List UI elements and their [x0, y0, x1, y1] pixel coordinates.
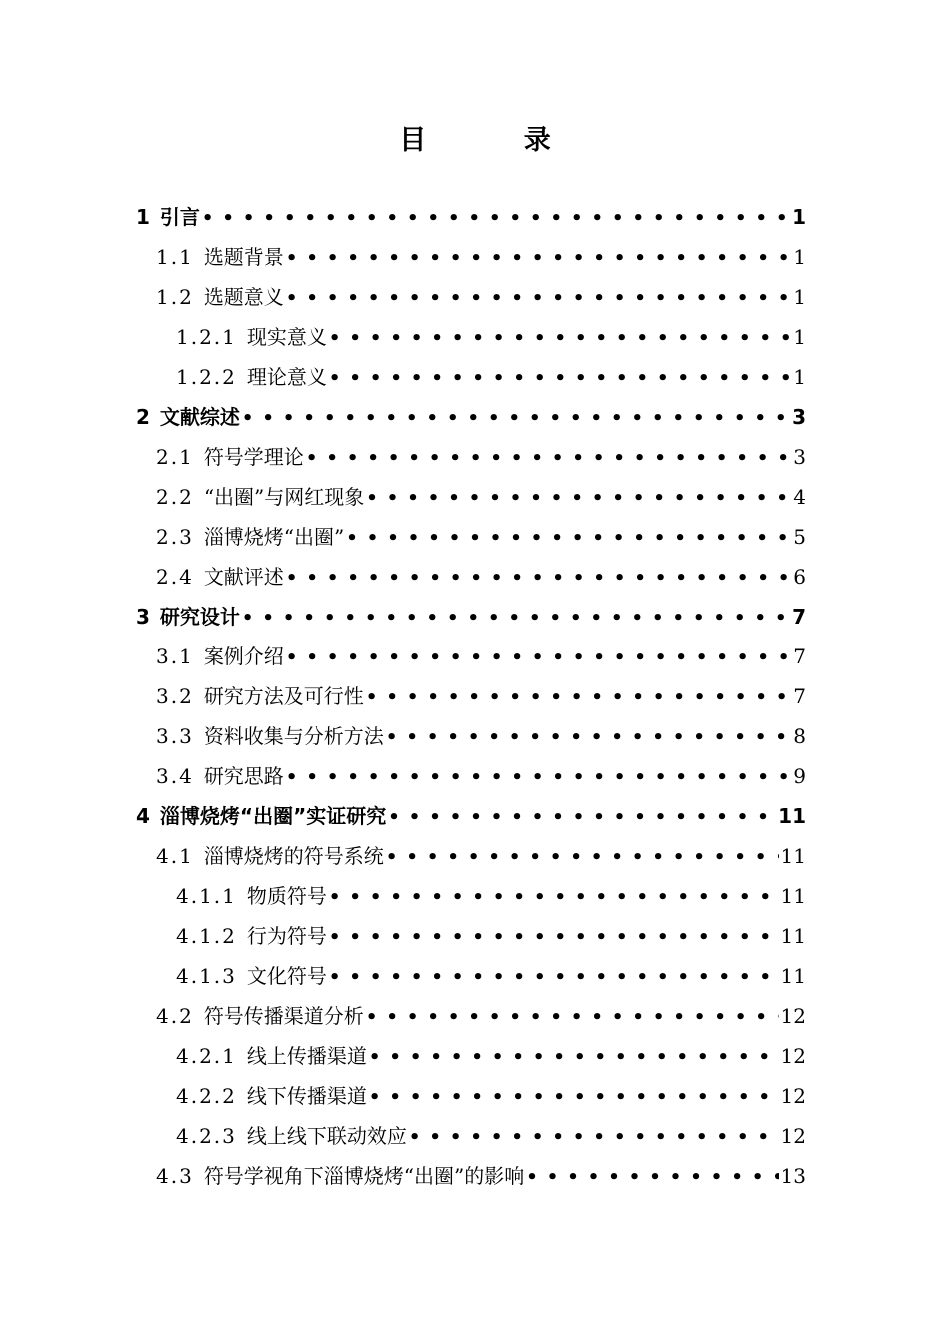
toc-entry[interactable] [176, 317, 806, 357]
toc-entry-label: 研究思路 [203, 764, 284, 789]
toc-entry-page-number: 4 [793, 484, 806, 509]
dot-leader [286, 559, 791, 597]
toc-entry-page-number: 1 [793, 284, 806, 309]
toc-entry-number: 2.3 [156, 524, 194, 549]
dot-leader [366, 678, 791, 716]
dot-leader [386, 718, 791, 756]
toc-entry-page-number: 12 [780, 1043, 806, 1068]
toc-entry[interactable] [156, 437, 806, 477]
toc-entry[interactable] [176, 956, 806, 996]
toc-entry-label: 线上线下联动效应 [246, 1123, 407, 1148]
dot-leader [329, 878, 779, 916]
toc-entry[interactable] [156, 477, 806, 517]
dot-leader [202, 199, 790, 237]
toc-entry-number: 4.2.3 [176, 1123, 237, 1148]
dot-leader [242, 599, 790, 637]
toc-entry-label: 文献评述 [203, 564, 284, 589]
toc-entry-label: 研究设计 [159, 604, 240, 629]
dot-leader [366, 479, 791, 517]
toc-entry[interactable] [156, 716, 806, 756]
dot-leader [242, 399, 790, 437]
dot-leader [526, 1158, 778, 1196]
toc-entry-number: 1.2.1 [176, 324, 237, 349]
toc-entry-label: 淄博烧烤“出圈” [203, 524, 345, 549]
toc-entry-number: 3.1 [156, 644, 194, 669]
toc-entry-number: 1.2.2 [176, 364, 237, 389]
toc-entry-number: 3 [136, 604, 150, 629]
toc-entry[interactable] [156, 557, 806, 597]
toc-entry[interactable] [176, 876, 806, 916]
toc-entry-label: 案例介绍 [203, 644, 284, 669]
toc-entry-label: 选题意义 [203, 284, 284, 309]
toc-entry[interactable] [156, 996, 806, 1036]
dot-leader [329, 918, 779, 956]
dot-leader [286, 239, 791, 277]
toc-entry-label: 淄博烧烤的符号系统 [203, 844, 384, 869]
toc-entry-page-number: 12 [780, 1083, 806, 1108]
toc-entry-page-number: 12 [780, 1004, 806, 1028]
page-title: 目 录 [399, 125, 595, 156]
toc-entry-number: 2.1 [156, 444, 194, 469]
toc-entry-number: 2 [136, 404, 150, 429]
toc-entry[interactable] [156, 636, 806, 676]
toc-entry-page-number: 11 [780, 884, 806, 909]
toc-entry-number: 1.2 [156, 284, 194, 309]
toc-entry-label: 符号传播渠道分析 [203, 1004, 364, 1028]
toc-entry-page-number: 8 [793, 724, 806, 749]
toc-entry-label: 淄博烧烤“出圈”实证研究 [159, 804, 387, 829]
toc-entry-page-number: 11 [780, 964, 806, 989]
toc-entry-page-number: 9 [793, 764, 806, 789]
toc-entry-label: 现实意义 [246, 324, 327, 349]
dot-leader [369, 1038, 779, 1076]
toc-entry-label: 研究方法及可行性 [203, 684, 364, 709]
toc-entry[interactable] [156, 1156, 806, 1196]
toc-entry-number: 4.2 [156, 1004, 194, 1028]
toc-entry-page-number: 3 [792, 404, 806, 429]
dot-leader [286, 279, 791, 317]
toc-entry-label: 理论意义 [246, 364, 327, 389]
dot-leader [329, 319, 791, 357]
toc-entry[interactable] [176, 357, 806, 397]
toc-entry-page-number: 13 [780, 1163, 806, 1188]
toc-entry[interactable] [156, 676, 806, 716]
dot-leader [369, 1078, 779, 1116]
toc-entry[interactable] [156, 237, 806, 277]
toc-entry-page-number: 12 [780, 1123, 806, 1148]
toc-entry[interactable] [136, 597, 806, 637]
toc-entry-label: 行为符号 [246, 924, 327, 949]
toc-entry-page-number: 7 [793, 684, 806, 709]
toc-entry[interactable] [156, 836, 806, 876]
toc-entry[interactable] [176, 916, 806, 956]
dot-leader [409, 1118, 779, 1156]
toc-entry-page-number: 1 [793, 324, 806, 349]
toc-entry-label: 引言 [159, 205, 200, 229]
toc-entry-label: 线上传播渠道 [246, 1043, 367, 1068]
toc-entry-label: 物质符号 [246, 884, 327, 909]
toc-entry-label: 文化符号 [246, 964, 327, 989]
toc-entry[interactable] [156, 277, 806, 317]
toc-entry[interactable] [136, 197, 806, 237]
toc-entry-page-number: 11 [778, 804, 806, 829]
toc-entry-number: 3.3 [156, 724, 194, 749]
toc-entry-label: 文献综述 [159, 404, 240, 429]
toc-entry-page-number: 1 [793, 244, 806, 269]
toc-entry[interactable] [176, 1116, 806, 1156]
toc-entry[interactable] [156, 517, 806, 557]
toc-entry-number: 4.1.3 [176, 964, 237, 989]
toc-entry-label: 线下传播渠道 [246, 1083, 367, 1108]
dot-leader [306, 439, 791, 477]
toc-entry-number: 2.2 [156, 484, 194, 509]
toc-entry-page-number: 5 [793, 524, 806, 549]
dot-leader [386, 838, 779, 876]
toc-entry-number: 1.1 [156, 244, 194, 269]
toc-entry-number: 3.4 [156, 764, 194, 789]
dot-leader [286, 758, 791, 796]
toc-entry-number: 4 [136, 804, 150, 829]
toc-entry[interactable] [176, 1076, 806, 1116]
toc-entry-label: 资料收集与分析方法 [203, 724, 384, 749]
toc-entry[interactable] [156, 756, 806, 796]
toc-entry-number: 4.1.1 [176, 884, 237, 909]
toc-entry-page-number: 1 [792, 205, 806, 229]
toc-entry[interactable] [176, 1036, 806, 1076]
toc-entry-page-number: 11 [780, 844, 806, 869]
dot-leader [329, 359, 791, 397]
dot-leader [388, 798, 776, 836]
toc-entry-label: 选题背景 [203, 244, 284, 269]
toc-entry[interactable] [136, 796, 806, 836]
toc-entry-number: 4.3 [156, 1163, 194, 1188]
toc-entry-label: “出圈”与网红现象 [203, 484, 365, 509]
dot-leader [286, 638, 791, 676]
toc-entry-number: 1 [136, 205, 150, 229]
toc-entry[interactable] [136, 397, 806, 437]
toc-entry-number: 4.1.2 [176, 924, 237, 949]
toc-entry-page-number: 7 [792, 604, 806, 629]
toc-entry-number: 3.2 [156, 684, 194, 709]
dot-leader [329, 958, 779, 996]
toc-entry-label: 符号学视角下淄博烧烤“出圈”的影响 [203, 1163, 525, 1188]
toc-entry-label: 符号学理论 [203, 444, 304, 469]
toc-entry-page-number: 3 [793, 444, 806, 469]
toc-entry-number: 4.2.1 [176, 1043, 237, 1068]
toc-entry-number: 4.1 [156, 844, 194, 869]
dot-leader [366, 998, 779, 1036]
toc-entry-number: 4.2.2 [176, 1083, 237, 1108]
dot-leader [346, 519, 791, 557]
toc-entry-page-number: 6 [793, 564, 806, 589]
toc-entry-number: 2.4 [156, 564, 194, 589]
toc-entry-page-number: 7 [793, 644, 806, 669]
toc-entry-page-number: 11 [780, 924, 806, 949]
toc-entry-page-number: 1 [793, 364, 806, 389]
